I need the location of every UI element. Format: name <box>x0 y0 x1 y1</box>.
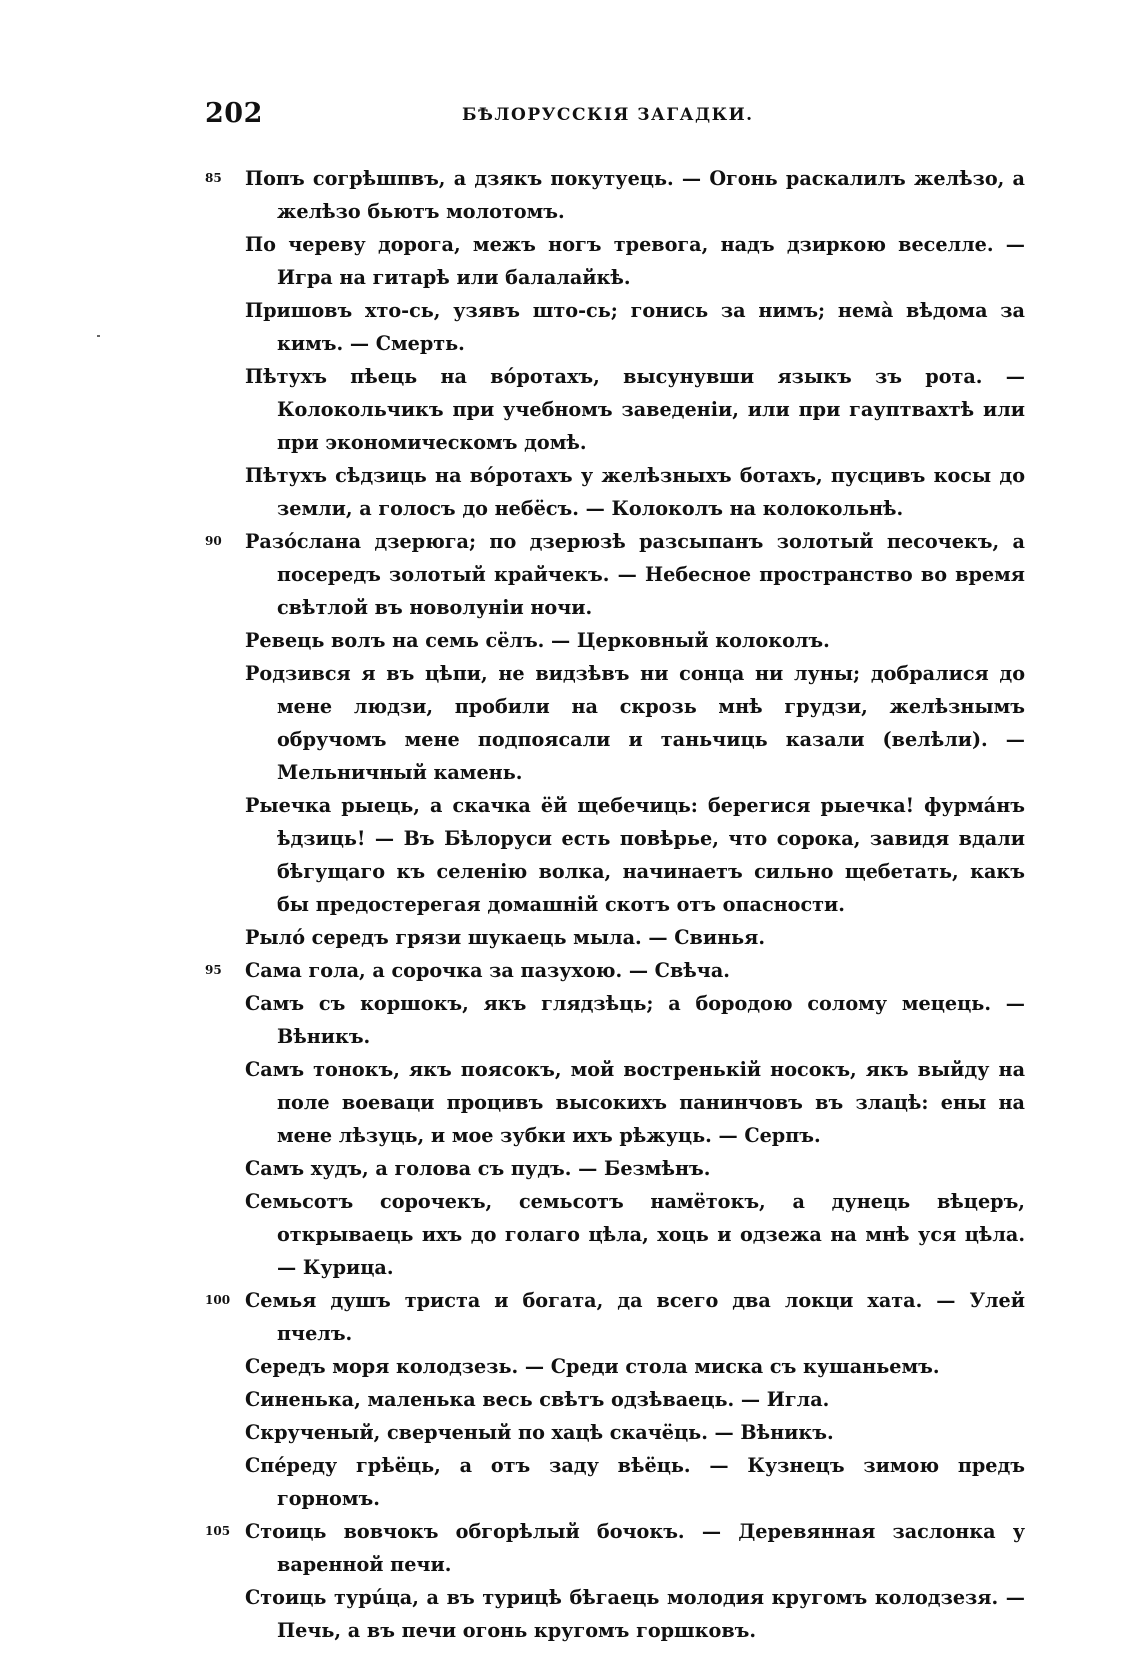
riddle-text: Семья душъ триста и богата, да всего два локци хата. — Улей пчелъ. <box>245 1289 1025 1345</box>
riddle-entry <box>245 921 1025 954</box>
riddle-entry <box>245 360 1025 459</box>
riddle-text: Самъ тонокъ, якъ поясокъ, мой востренькій носокъ, якъ выйду на поле воеваци процивъ высокихъ панинчовъ въ злацѣ: ены на мене лѣзуць, и мое зубки ихъ рѣжуць. — Серпъ. <box>245 1058 1025 1147</box>
riddle-text: Середъ моря колодзезь. — Среди стола миска съ кушаньемъ. <box>245 1355 940 1378</box>
riddle-entry <box>205 954 1025 987</box>
riddle-entry <box>245 1383 1025 1416</box>
riddle-entry <box>245 1185 1025 1284</box>
riddle-entry <box>205 1284 1025 1350</box>
riddle-number: 100 <box>205 1293 231 1307</box>
riddle-entry <box>245 1581 1025 1647</box>
riddle-entry <box>205 525 1025 624</box>
riddle-text: Пѣтухъ пѣець на вóротахъ, высунувши языкъ зъ рота. — Колокольчикъ при учебномъ заведеніи, или при гауптвахтѣ или при экономическомъ домѣ. <box>245 365 1025 454</box>
riddle-text: Разóслана дзерюга; по дзерюзѣ разсыпанъ золотый песочекъ, а посередъ золотый крайчекъ. — Небесное пространство во время свѣтлой въ новолуніи ночи. <box>245 530 1025 619</box>
riddle-text: Спéреду грѣёць, а отъ заду вѣёць. — Кузнецъ зимою предъ горномъ. <box>245 1454 1025 1510</box>
riddle-text: По череву дорога, межъ ногъ тревога, надъ дзиркою веселле. — Игра на гитарѣ или балалайкѣ. <box>245 233 1025 289</box>
riddle-text: Рылó середъ грязи шукаець мыла. — Свинья. <box>245 926 766 949</box>
riddle-text: Попъ согрѣшпвъ, а дзякъ покутуець. — Огонь раскалилъ желѣзо, а желѣзо бьютъ молотомъ. <box>245 167 1025 223</box>
riddle-text: Самъ худъ, а голова съ пудъ. — Безмѣнъ. <box>245 1157 711 1180</box>
riddle-entry <box>245 789 1025 921</box>
print-speck <box>97 335 100 337</box>
riddle-entry <box>245 1152 1025 1185</box>
riddle-entry <box>245 1449 1025 1515</box>
riddle-number: 95 <box>205 963 222 977</box>
riddle-text: Рыечка рыець, а скачка ёй щебечиць: берегися рыечка! фурмáнъ ѣдзиць! — Въ Бѣлоруси есть повѣрье, что сорока, завидя вдали бѣгущаго къ селенію волка, начинаетъ сильно щебетать, какъ бы предостерегая домашній скотъ отъ опасности. <box>245 794 1025 916</box>
riddle-number: 90 <box>205 534 222 548</box>
riddle-entry <box>245 1416 1025 1449</box>
riddle-text: Синенька, маленька весь свѣтъ одзѣваець. — Игла. <box>245 1388 830 1411</box>
riddle-text: Скрученый, сверченый по хацѣ скачёць. — Вѣникъ. <box>245 1421 834 1444</box>
riddle-text: Пришовъ хто-сь, узявъ што-сь; гонись за нимъ; немà вѣдома за кимъ. — Смерть. <box>245 299 1025 355</box>
riddle-entry <box>245 294 1025 360</box>
riddle-entry <box>205 1515 1025 1581</box>
riddle-entry <box>245 459 1025 525</box>
riddle-entry <box>245 657 1025 789</box>
riddle-text: Стоиць турúца, а въ турицѣ бѣгаець молодия кругомъ колодзезя. — Печь, а въ печи огонь кругомъ горшковъ. <box>245 1586 1025 1642</box>
riddle-entry <box>245 228 1025 294</box>
riddle-entry <box>245 1053 1025 1152</box>
riddle-text: Ревець волъ на семь сёлъ. — Церковный колоколъ. <box>245 629 830 652</box>
riddle-number: 105 <box>205 1524 231 1538</box>
riddle-entry <box>245 624 1025 657</box>
riddle-list <box>205 162 1025 1647</box>
riddle-text: Семьсотъ сорочекъ, семьсотъ намётокъ, а дунець вѣцеръ, открываець ихъ до голаго цѣла, хоць и одзежа на мнѣ уся цѣла. — Курица. <box>245 1190 1025 1279</box>
riddle-text: Сама гола, а сорочка за пазухою. — Свѣча. <box>245 959 730 982</box>
riddle-text: Самъ съ коршокъ, якъ глядзѣць; а бородою солому мецець. — Вѣникъ. <box>245 992 1025 1048</box>
page-header <box>205 98 1025 138</box>
riddle-number: 85 <box>205 171 222 185</box>
running-head: БѢЛОРУССКІЯ ЗАГАДКИ. <box>462 105 754 125</box>
riddle-entry <box>245 987 1025 1053</box>
riddle-text: Стоиць вовчокъ обгорѣлый бочокъ. — Деревянная заслонка у варенной печи. <box>245 1520 1025 1576</box>
riddle-entry <box>205 162 1025 228</box>
riddle-text: Пѣтухъ сѣдзиць на вóротахъ у желѣзныхъ ботахъ, пусцивъ косы до земли, а голосъ до небёсъ. — Колоколъ на колокольнѣ. <box>245 464 1025 520</box>
riddle-text: Родзився я въ цѣпи, не видзѣвъ ни сонца ни луны; добралися до мене людзи, пробили на скрозь мнѣ грудзи, желѣзнымъ обручомъ мене подпоясали и таньчиць казали (велѣли). — Мельничный камень. <box>245 662 1025 784</box>
riddle-entry <box>245 1350 1025 1383</box>
page-number: 202 <box>205 98 263 129</box>
